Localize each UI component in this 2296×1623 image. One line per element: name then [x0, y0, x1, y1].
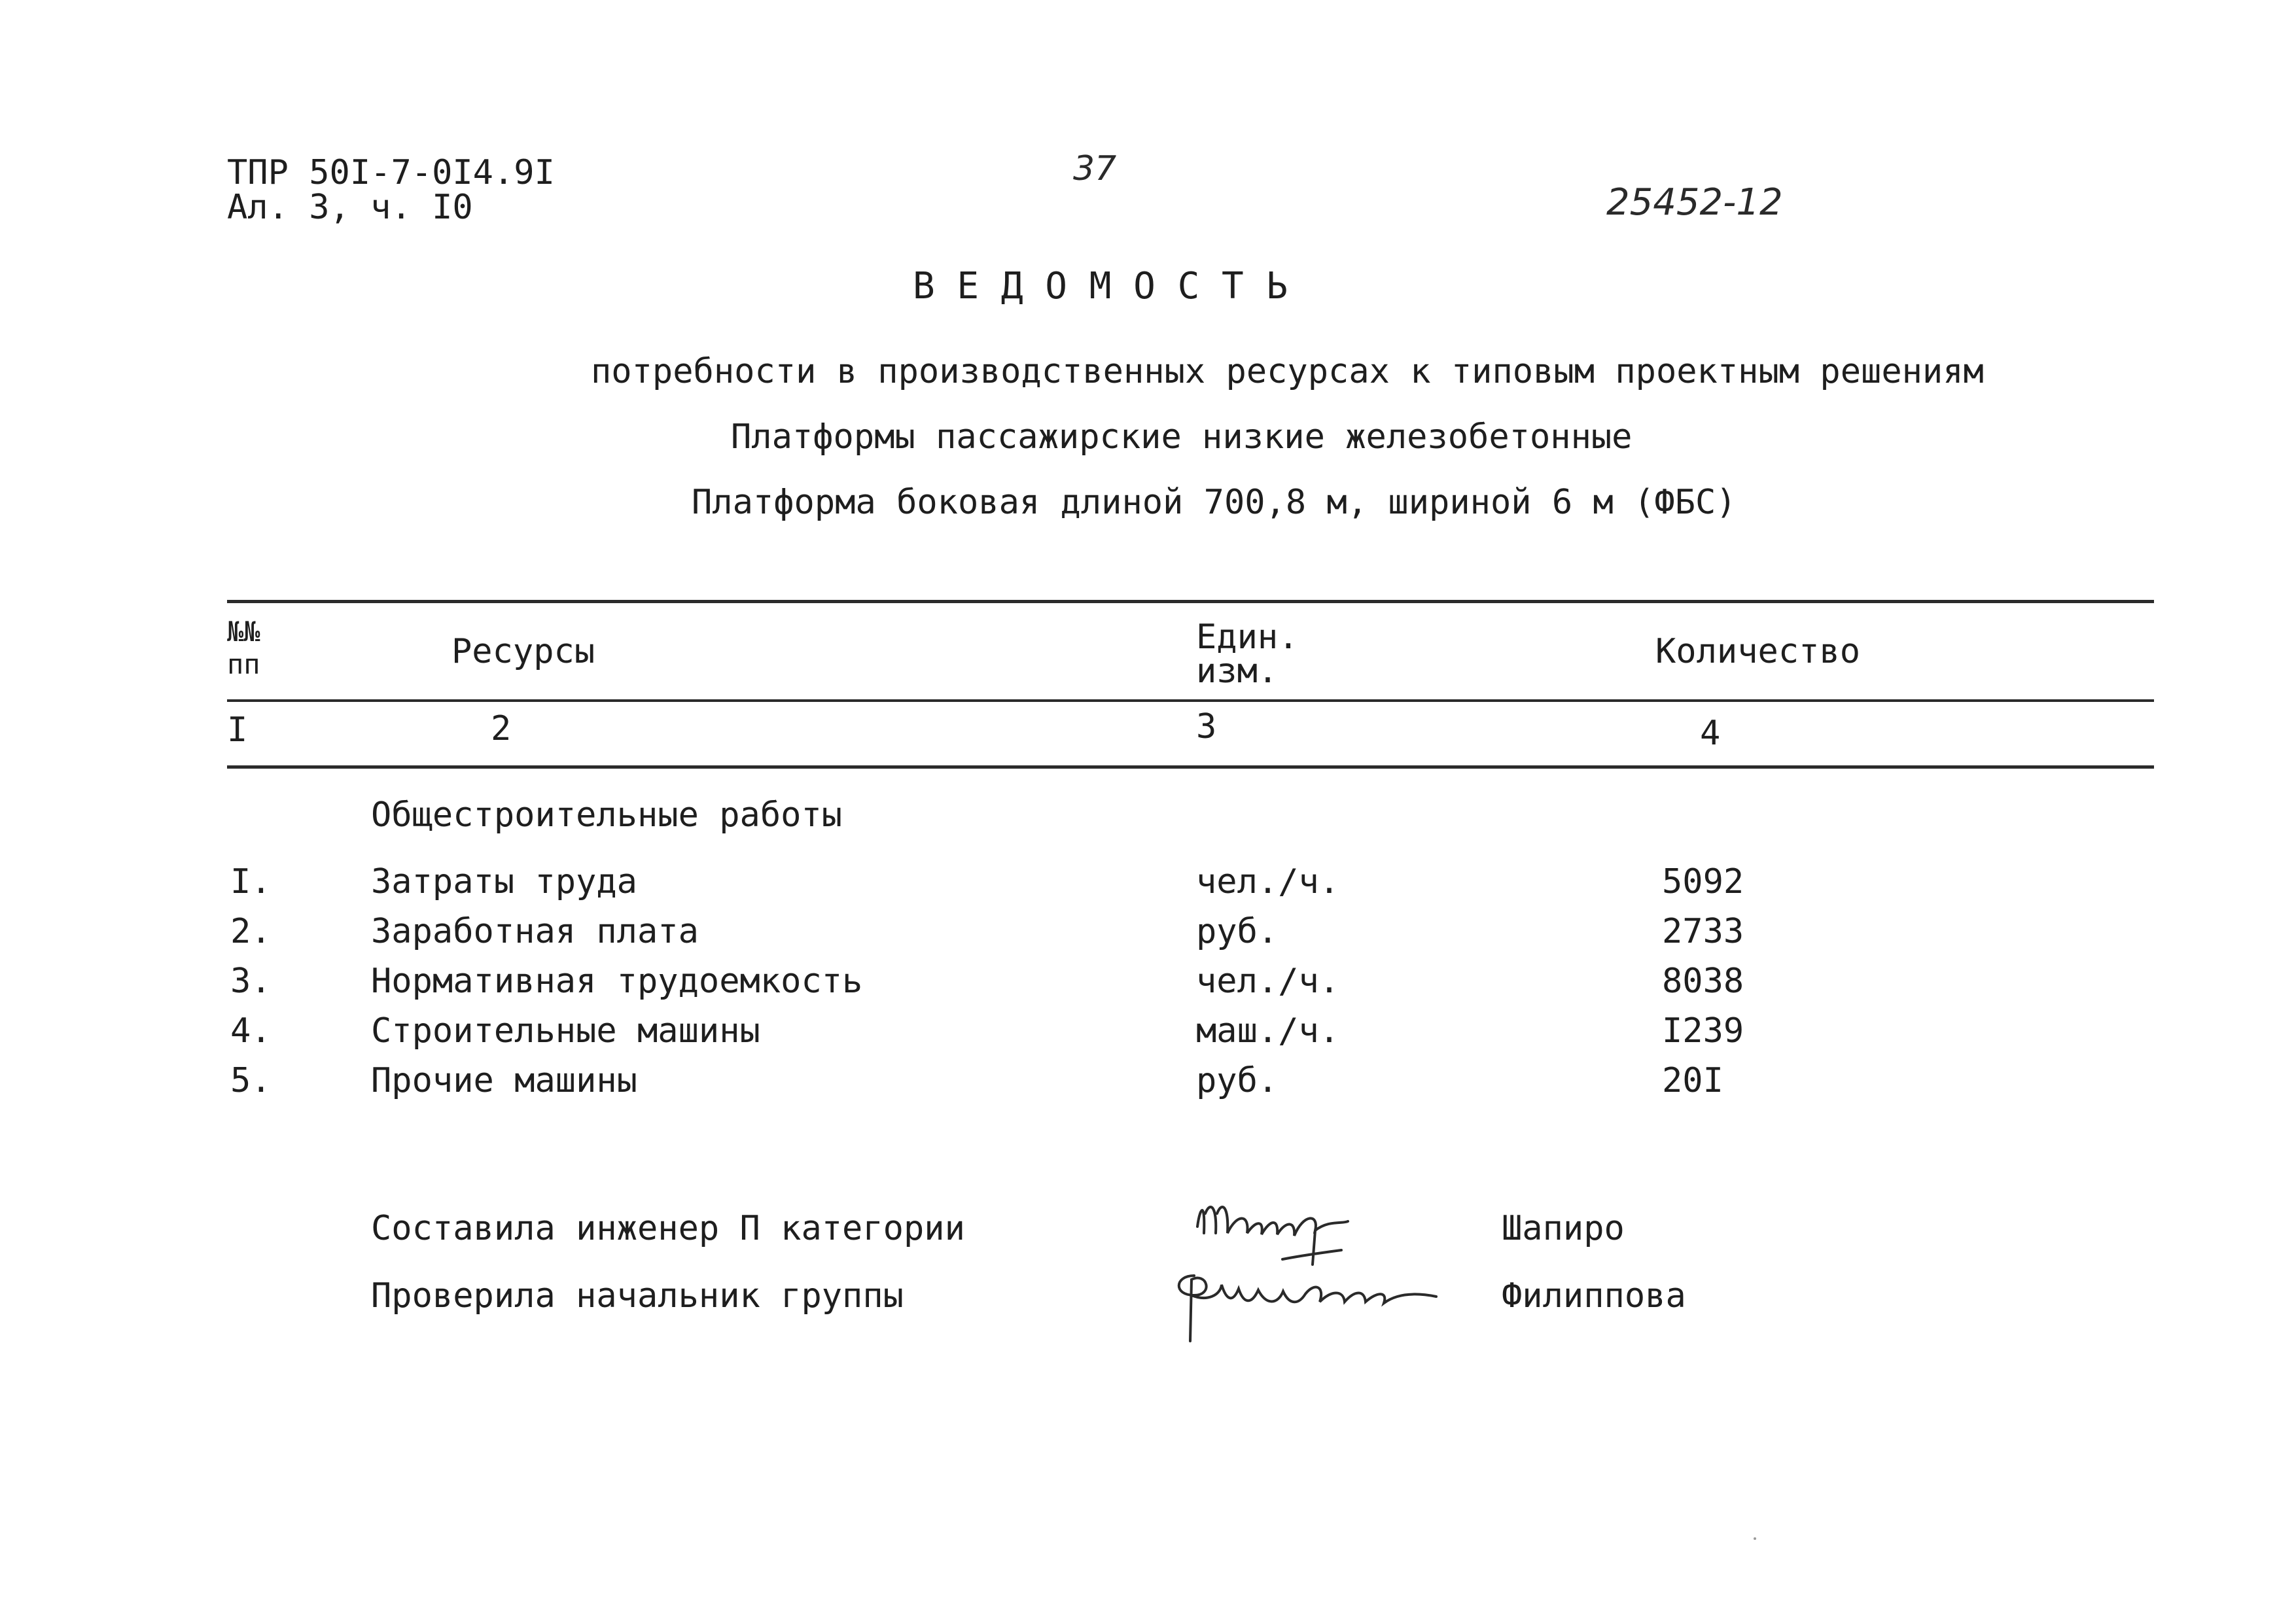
row-unit: маш./ч.	[1196, 1011, 1340, 1051]
row-resource: Затраты труда	[371, 862, 637, 901]
row-resource: Прочие машины	[371, 1061, 637, 1100]
row-unit: руб.	[1196, 1061, 1279, 1100]
scan-speck	[1754, 1537, 1756, 1540]
row-quantity: 5092	[1662, 862, 1744, 901]
row-quantity: I239	[1662, 1011, 1744, 1051]
section-title: Общестроительные работы	[371, 795, 843, 835]
row-resource: Заработная плата	[371, 912, 699, 951]
checked-signature	[1168, 1256, 1449, 1354]
row-number: 4.	[230, 1011, 272, 1051]
header-unit-line2: изм.	[1196, 652, 1279, 691]
compiled-by-label: Составила инженер П категории	[371, 1209, 965, 1248]
column-number-3: 3	[1196, 707, 1217, 746]
row-quantity: 8038	[1662, 962, 1744, 1001]
row-number: 5.	[230, 1061, 272, 1100]
table-numbers-rule	[227, 765, 2154, 769]
header-num-line1: №№	[227, 616, 260, 648]
row-quantity: 20I	[1662, 1061, 1723, 1100]
title-line-1: потребности в производственных ресурсах к типовым проектным решениям	[591, 352, 1984, 391]
column-number-2: 2	[491, 709, 512, 748]
title-line-3: Платформа боковая длиной 700,8 м, шириной 6 м (ФБС)	[692, 483, 1737, 522]
checked-by-name: Филиппова	[1502, 1276, 1686, 1316]
header-resources: Ресурсы	[451, 632, 595, 671]
row-quantity: 2733	[1662, 912, 1744, 951]
row-unit: чел./ч.	[1196, 962, 1340, 1001]
header-num-line2: пп	[227, 648, 260, 680]
table-header-rule	[227, 699, 2154, 702]
page-number: 37	[1073, 149, 1117, 188]
checked-by-label: Проверила начальник группы	[371, 1276, 904, 1316]
album-part: Ал. 3, ч. I0	[227, 188, 473, 227]
document-title: В Е Д О М О С Т Ь	[913, 265, 1288, 307]
table-top-rule	[227, 600, 2154, 603]
row-number: 3.	[230, 962, 272, 1001]
title-line-2: Платформы пассажирские низкие железобетонные	[731, 417, 1633, 457]
column-number-4: 4	[1700, 714, 1721, 753]
header-unit-line1: Един.	[1196, 618, 1299, 657]
row-resource: Строительные машины	[371, 1011, 760, 1051]
row-number: 2.	[230, 912, 272, 951]
document-code: ТПР 50I-7-0I4.9I	[227, 153, 555, 192]
compiled-by-name: Шапиро	[1502, 1209, 1625, 1248]
column-number-1: I	[227, 710, 248, 750]
row-unit: руб.	[1196, 912, 1279, 951]
inventory-number: 25452-12	[1606, 181, 1783, 224]
row-number: I.	[230, 862, 272, 901]
row-unit: чел./ч.	[1196, 862, 1340, 901]
header-quantity: Количество	[1655, 632, 1861, 671]
row-resource: Нормативная трудоемкость	[371, 962, 863, 1001]
